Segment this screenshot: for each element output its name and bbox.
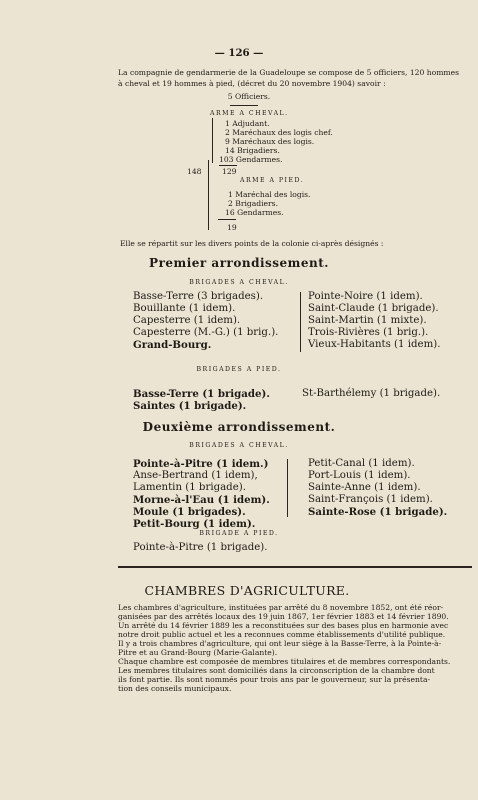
arr1-cheval-left: Capesterre (1 idem). [133,315,241,326]
cheval-item: 14 Brigadiers. [225,146,280,155]
brace-total [208,160,209,230]
cheval-item: 9 Maréchaux des logis. [225,137,315,146]
chambers-line: Les chambres d'agriculture, instituées par arrêté du 8 novembre 1852, ont été réor- [118,603,444,612]
arr1-pied-left: Saintes (1 brigade). [133,400,247,412]
brace-cheval [212,118,213,163]
arr2-cheval-left: Morne-à-l'Eau (1 idem). [133,494,270,506]
arr1-pied-left: Basse-Terre (1 brigade). [133,388,270,400]
arr1-pied-right: St-Barthélemy (1 brigade). [302,388,441,399]
arr2-pied-heading: BRIGADE A PIED. [199,530,279,537]
cheval-total: 129 [222,167,237,176]
arr2-title: Deuxième arrondissement. [142,420,336,434]
chambers-title: CHAMBRES D'AGRICULTURE. [144,583,350,598]
grand-total: 148 [187,167,202,176]
arr2-cheval-right: Port-Louis (1 idem). [308,470,411,481]
chambers-line: Chaque chambre est composée de membres titulaires et de membres correspondants. [118,657,451,666]
arr2-cheval-left: Petit-Bourg (1 idem). [133,518,256,530]
pied-item: 2 Brigadiers. [228,199,278,208]
chambers-line: Les membres titulaires sont domiciliés dans la circonscription de la chambre dont [118,666,435,675]
arr1-cheval-right: Saint-Martin (1 mixte). [308,315,427,326]
arr2-cheval-left: Pointe-à-Pitre (1 idem.) [133,458,269,470]
arr1-cheval-right: Trois-Rivières (1 brig.). [308,327,429,338]
cheval-item: 103 Gendarmes. [219,155,283,164]
arr1-cheval-left: Capesterre (M.-G.) (1 brig.). [133,327,279,338]
arr1-cheval-left: Grand-Bourg. [133,339,212,351]
arr2-cheval-left: Anse-Bertrand (1 idem), [133,470,258,481]
cheval-heading: ARME A CHEVAL. [210,110,289,117]
cheval-item: 2 Maréchaux des logis chef. [225,128,333,137]
chambers-line: notre droit public actuel et les a reconnues comme établissements d'utilité publique. [118,630,446,639]
arr1-pied-heading: BRIGADES A PIED. [196,366,282,373]
chambers-line: ils font partie. Ils sont nommés pour trois ans par le gouverneur, sur la présenta- [118,675,431,684]
chambers-line: tion des conseils municipaux. [118,684,232,693]
divider [230,105,258,106]
intro-line-1: La compagnie de gendarmerie de la Guadeloupe se compose de 5 officiers, 120 hommes [118,68,459,77]
pied-total: 19 [227,223,237,232]
arr2-cheval-right: Petit-Canal (1 idem). [308,458,415,469]
section-rule [118,566,472,568]
arr2-cheval-heading: BRIGADES A CHEVAL. [189,442,289,449]
arr1-cheval-heading: BRIGADES A CHEVAL. [189,279,289,286]
chambers-line: Un arrêté du 14 février 1889 les a reconstituées sur des bases plus en harmonie avec [118,621,449,630]
cheval-item: 1 Adjudant. [225,119,270,128]
column-divider [287,459,288,517]
officers-line: 5 Officiers. [227,92,271,101]
pied-heading: ARME A PIED. [240,177,305,184]
arr1-title: Premier arrondissement. [149,256,329,270]
arr2-cheval-right: Saint-François (1 idem). [308,494,433,505]
arr2-cheval-left: Lamentin (1 brigade). [133,482,246,493]
column-divider [300,292,301,352]
arr2-cheval-right: Sainte-Rose (1 brigade). [308,506,448,518]
chambers-line: ganisées par des arrêtés locaux des 19 juin 1867, 1er février 1883 et 14 février 1890. [118,612,449,621]
distribution-intro: Elle se répartit sur les divers points de la colonie ci-après désignés : [120,239,384,248]
arr2-pied-left: Pointe-à-Pitre (1 brigade). [133,542,268,553]
pied-item: 1 Maréchal des logis. [228,190,311,199]
arr2-cheval-left: Moule (1 brigades). [133,506,246,518]
arr1-cheval-left: Basse-Terre (3 brigades). [133,291,264,302]
divider [218,219,236,220]
chambers-line: Il y a trois chambres d'agriculture, qui ont leur siège à la Basse-Terre, à la Pointe-à- [118,639,442,648]
arr2-cheval-right: Sainte-Anne (1 idem). [308,482,421,493]
chambers-line: Pitre et au Grand-Bourg (Marie-Galante). [118,648,278,657]
arr1-cheval-right: Vieux-Habitants (1 idem). [308,339,441,350]
intro-line-2: à cheval et 19 hommes à pied, (décret du 20 novembre 1904) savoir : [118,79,386,88]
divider [219,165,237,166]
pied-item: 16 Gendarmes. [225,208,284,217]
page-number: — 126 — [214,47,264,59]
arr1-cheval-right: Pointe-Noire (1 idem). [308,291,423,302]
arr1-cheval-left: Bouillante (1 idem). [133,303,236,314]
arr1-cheval-right: Saint-Claude (1 brigade). [308,303,439,314]
